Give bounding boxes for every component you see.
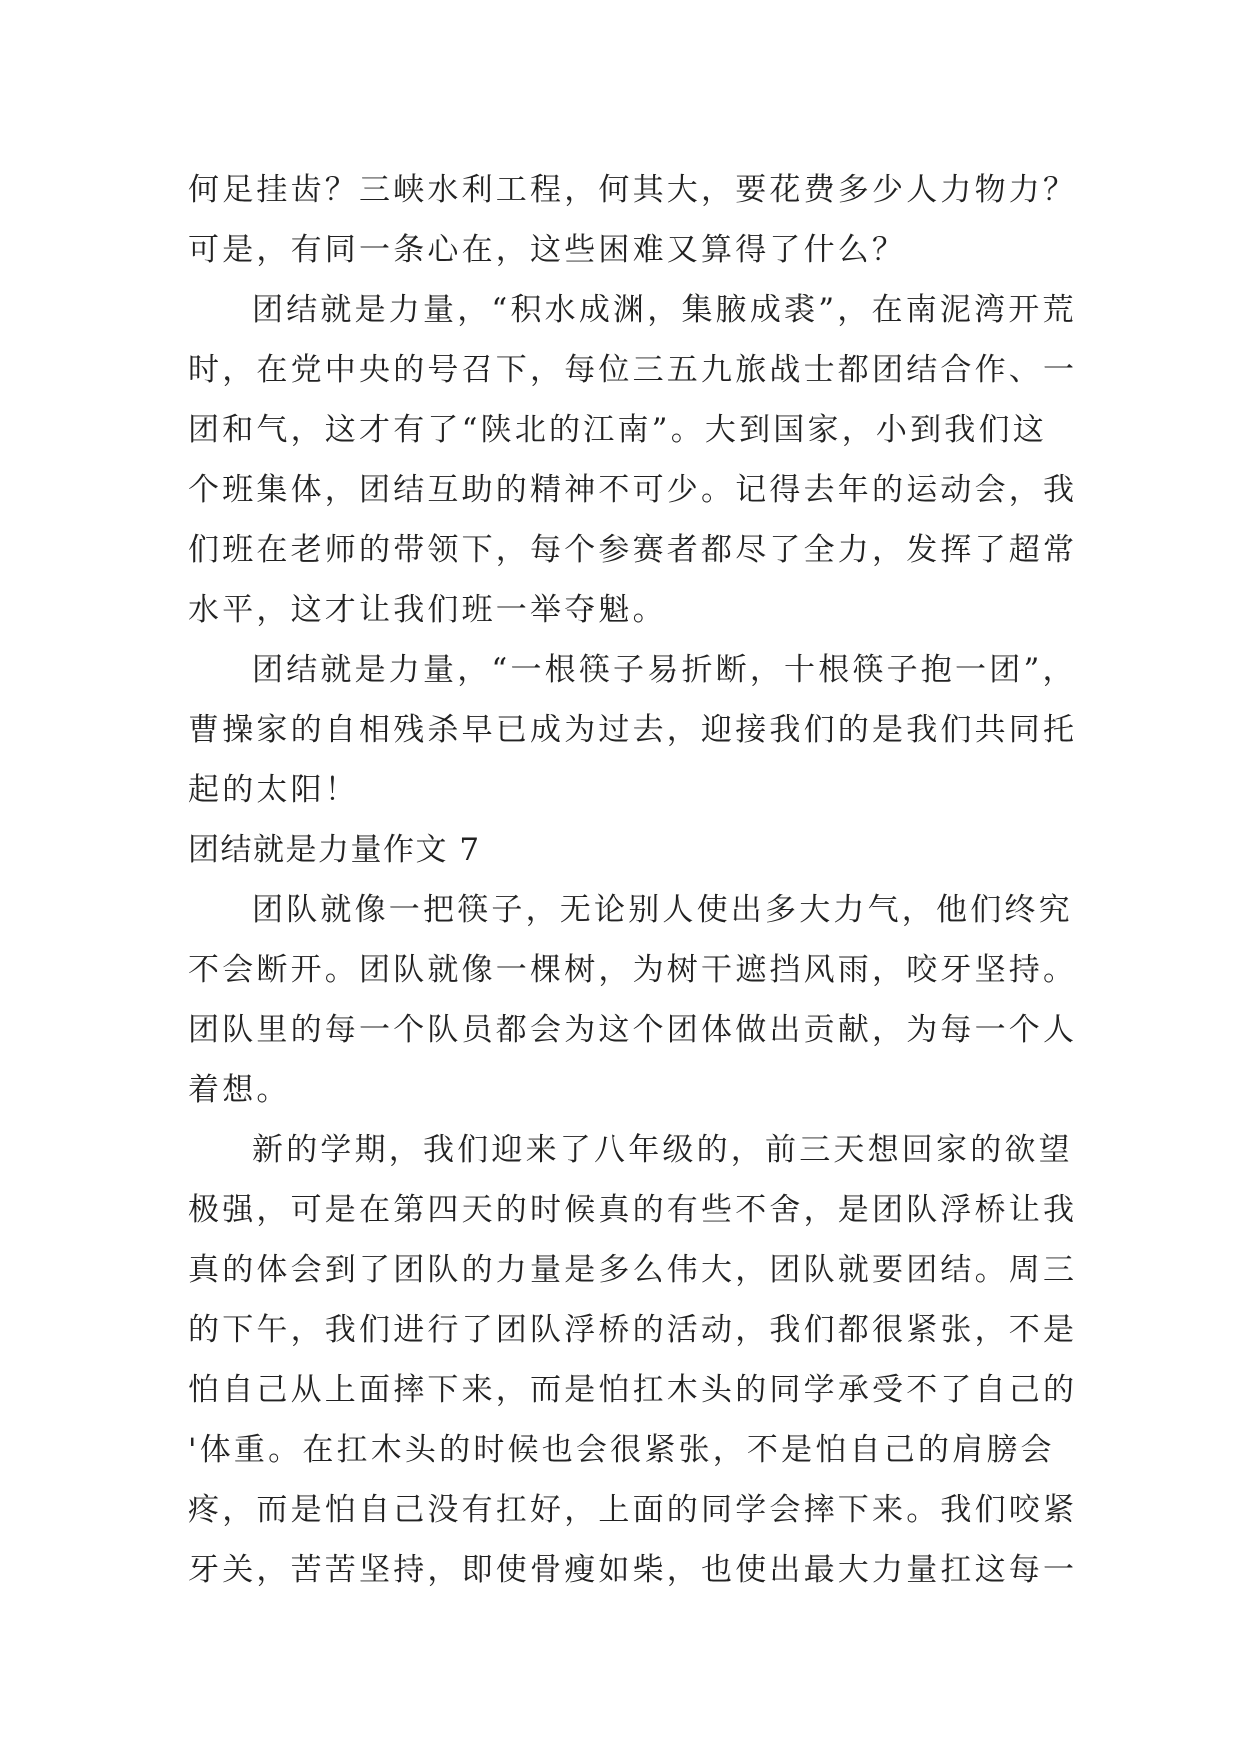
text-line: 不会断开。团队就像一棵树，为树干遮挡风雨，咬牙坚持。 [188, 952, 1078, 988]
text-line: 真的体会到了团队的力量是多么伟大，团队就要团结。周三 [188, 1252, 1078, 1288]
section-heading: 团结就是力量作文 7 [188, 832, 481, 868]
text-line: 水平，这才让我们班一举夺魁。 [188, 592, 667, 628]
text-line: 团队就像一把筷子，无论别人使出多大力气，他们终究 [252, 892, 1073, 928]
text-line: 团和气，这才有了“陕北的江南”。大到国家，小到我们这 [188, 412, 1047, 448]
text-line: 新的学期，我们迎来了八年级的，前三天想回家的欲望 [252, 1132, 1073, 1168]
text-line: 们班在老师的带领下，每个参赛者都尽了全力，发挥了超常 [188, 532, 1078, 568]
text-line: 个班集体，团结互助的精神不可少。记得去年的运动会，我 [188, 472, 1078, 508]
text-line: 团队里的每一个队员都会为这个团体做出贡献，为每一个人 [188, 1012, 1078, 1048]
document-body [188, 160, 1078, 1600]
text-line: 怕自己从上面摔下来，而是怕扛木头的同学承受不了自己的 [188, 1372, 1078, 1408]
text-line: 可是，有同一条心在，这些困难又算得了什么？ [188, 232, 907, 268]
text-line: 牙关，苦苦坚持，即使骨瘦如柴，也使出最大力量扛这每一 [188, 1552, 1078, 1588]
text-line: 曹操家的自相残杀早已成为过去，迎接我们的是我们共同托 [188, 712, 1078, 748]
text-line: 团结就是力量，“一根筷子易折断，十根筷子抱一团”， [252, 652, 1077, 688]
text-line: 团结就是力量，“积水成渊，集腋成裘”，在南泥湾开荒 [252, 292, 1077, 328]
text-line: 的下午，我们进行了团队浮桥的活动，我们都很紧张，不是 [188, 1312, 1078, 1348]
text-line: 何足挂齿？三峡水利工程，何其大，要花费多少人力物力？ [188, 172, 1078, 208]
text-line: '体重。在扛木头的时候也会很紧张，不是怕自己的肩膀会 [188, 1432, 1055, 1468]
text-line: 起的太阳！ [188, 772, 359, 808]
text-line: 着想。 [188, 1072, 291, 1108]
text-line: 疼，而是怕自己没有扛好，上面的同学会摔下来。我们咬紧 [188, 1492, 1078, 1528]
text-line: 时，在党中央的号召下，每位三五九旅战士都团结合作、一 [188, 352, 1078, 388]
text-line: 极强，可是在第四天的时候真的有些不舍，是团队浮桥让我 [188, 1192, 1078, 1228]
